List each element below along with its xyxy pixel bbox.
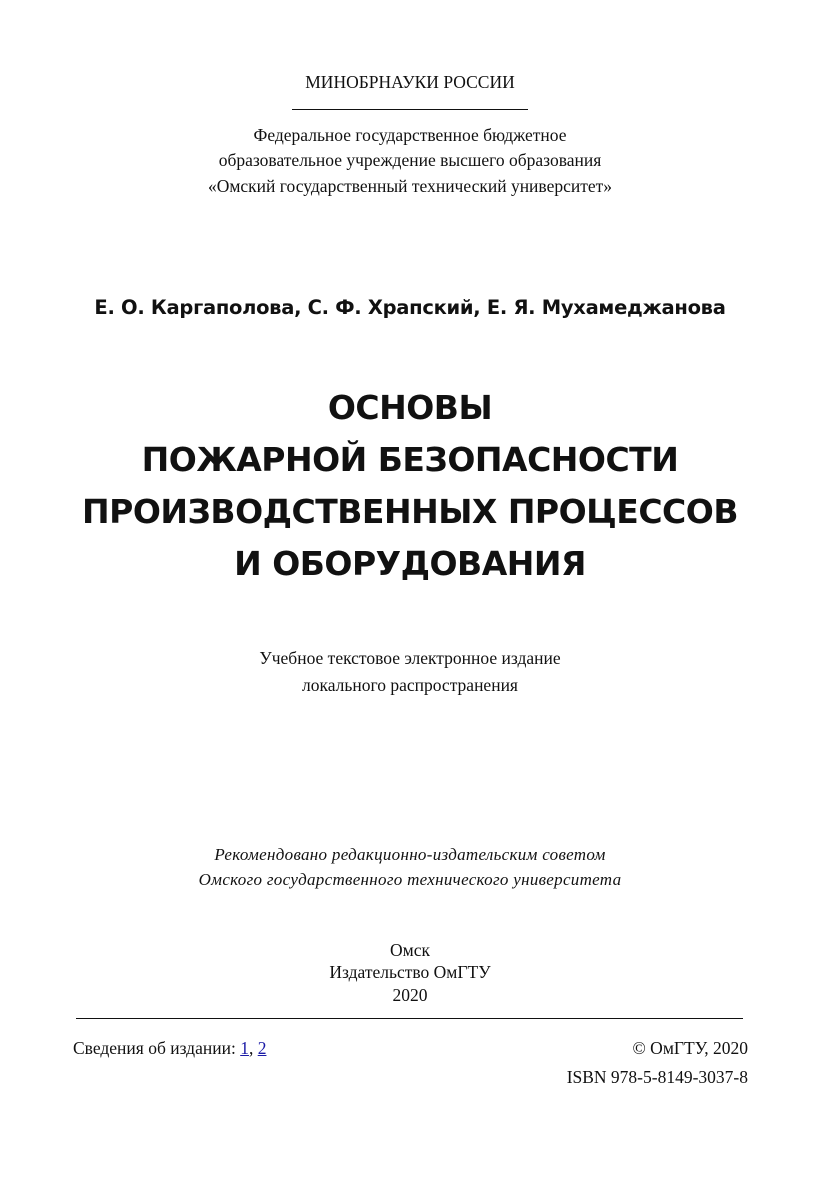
footer-divider [76,1018,743,1019]
institution-line: «Омский государственный технический университет» [207,176,613,196]
title-line: ПОЖАРНОЙ БЕЗОПАСНОСТИ [141,440,679,479]
subtitle-line: локального распространения [302,675,518,695]
edition-info [73,1038,266,1059]
imprint-city: Омск [390,940,430,960]
copyright: © ОмГТУ, 2020 [632,1038,748,1058]
subtitle-line: Учебное текстовое электронное издание [259,648,561,668]
title-line: ПРОИЗВОДСТВЕННЫХ ПРОЦЕССОВ [82,492,738,531]
edition-link-1[interactable]: 1 [240,1038,249,1058]
isbn: ISBN 978-5-8149-3037-8 [566,1067,748,1087]
institution-line: образовательное учреждение высшего образования [218,150,602,170]
header-divider [292,109,528,110]
institution-line: Федеральное государственное бюджетное [253,125,567,145]
recommendation-line: Омского государственного технического университета [198,870,622,889]
title-line: И ОБОРУДОВАНИЯ [234,544,586,583]
ministry: МИНОБРНАУКИ РОССИИ [305,72,515,92]
recommendation-line: Рекомендовано редакционно-издательским советом [214,845,606,864]
edition-info-label: Сведения об издании: [73,1038,236,1058]
book-title [0,382,820,590]
title-line: ОСНОВЫ [327,388,493,427]
authors: Е. О. Каргаполова, С. Ф. Храпский, Е. Я. Мухамеджанова [94,296,726,319]
imprint-year: 2020 [392,985,428,1005]
edition-link-2[interactable]: 2 [257,1038,267,1058]
imprint-publisher: Издательство ОмГТУ [329,962,491,982]
link-separator: , [248,1038,258,1058]
